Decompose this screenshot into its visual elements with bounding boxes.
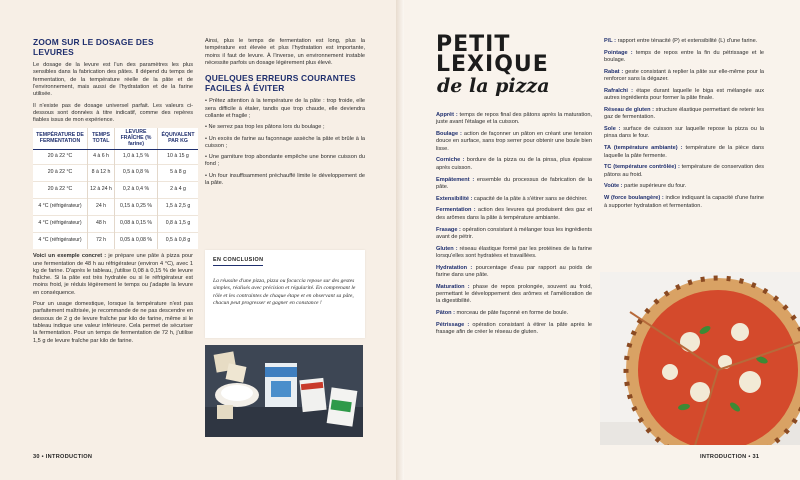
glossary-column-1 [436,112,592,341]
cell-per-kg: 10 à 15 g [158,149,199,164]
cell-per-kg: 2 à 4 g [158,181,199,198]
glossary-entry [436,322,592,337]
cell-temp: 20 à 22 °C [33,164,88,181]
glossary-term: Sole : [604,126,621,133]
cell-yeast: 0,08 à 0,15 % [115,215,158,232]
left-page [0,0,396,480]
glossary-term: Boulage : [436,131,462,138]
glossary-term: Voûte : [604,183,623,190]
glossary-entry [604,164,764,179]
cell-per-kg: 1,5 à 2,5 g [158,198,199,215]
glossary-definition: action des levures qui produisent des gaz et des arômes dans la pâte à température ambiante. [436,207,593,221]
glossary-entry [436,310,592,317]
glossary-term: Hydratation : [436,264,473,271]
cell-temp: 20 à 22 °C [33,181,88,198]
glossary-definition: étape durant laquelle le biga est mélangée aux autres ingrédients pour former la pâte finale. [604,87,764,102]
cell-time: 4 à 6 h [88,149,115,164]
glossary-term: TC (température contrôlée) : [604,164,680,171]
glossary-term: Rafraîchi : [604,87,634,94]
glossary-definition: capacité de la pâte à s'étirer sans se déchirer. [472,195,588,202]
glossary-definition: température de conservation des pâtons au froid. [604,164,764,178]
conclusion-text: La réussite d'une pizza, pizza ou focaccia repose sur des gestes simples, réalisés avec précision et régularité. En comprenant le rôle et les contraintes de chaque étape et en observant sa pâte, chacun peut progresser et gagner en constance ! [213,278,356,307]
glossary-term: Empâtement : [436,176,475,183]
cell-temp: 4 °C (réfrigérateur) [33,232,88,249]
glossary-term: Apprêt : [436,112,458,118]
glossary-definition: indice indiquant la capacité d'une farine à supporter hydratation et fermentation. [604,195,764,209]
example-paragraph [33,253,193,297]
left-page-footer: 30 • INTRODUCTION [33,454,93,460]
glossary-entry [436,246,592,261]
glossary-definition: morceau de pâte façonné en forme de boule. [454,310,569,317]
cell-temp: 20 à 22 °C [33,149,88,164]
fermentation-summary: Ainsi, plus le temps de fermentation est long, plus la température est élevée et plus l'hydratation est importante, moins il faut de levure. À l'inverse, un environnement instable nécessite parfois un dosage légèrement plus élevé. [205,38,365,66]
cell-time: 72 h [88,232,115,249]
intro-paragraph-1: Le dosage de la levure est l'un des paramètres les plus sensibles dans la fabrication des pâtes. Il dépend du temps de fermentation, de la température réelle de la pâte et de l'environnement, mais aussi de l'hydratation et de la farine utilisée. [33,62,193,98]
glossary-entry [604,195,764,210]
glossary-entry [604,107,764,122]
cell-per-kg: 5 à 8 g [158,164,199,181]
glossary-term: Frasage : [436,226,461,233]
cell-per-kg: 0,8 à 1,5 g [158,215,199,232]
glossary-entry [436,227,592,242]
glossary-entry [436,131,592,153]
yeast-dosage-heading: ZOOM SUR LE DOSAGE DES LEVURES [33,37,154,57]
cell-temp: 4 °C (réfrigérateur) [33,215,88,232]
left-column-2 [205,38,365,187]
error-item: • Ne serrez pas trop les pâtons lors du boulage ; [205,124,325,131]
glossary-term: Fermentation : [436,207,476,214]
table-row [33,149,198,164]
glossary-term: Pétrissage : [436,322,470,329]
glossary-entry [436,265,592,280]
glossary-term: Pâton : [436,310,455,317]
glossary-definition: surface de cuisson sur laquelle repose la pizza ou la pinsa dans le four. [604,126,765,140]
glossary-term: TA (température ambiante) : [604,145,683,152]
intro-paragraph-2: Il n'existe pas de dosage universel parfait. Les valeurs ci-dessous sont données à titre indicatif, comme des repères fiables issus de mon expérience. [33,102,193,124]
glossary-term: Maturation : [436,283,470,290]
title-line-petit: PETIT [436,32,511,57]
glossary-term: W (force boulangère) : [604,195,664,202]
glossary-entry [604,183,764,190]
col-header-per-kg: ÉQUIVALENT PAR KG [158,128,199,150]
domestic-paragraph: Pour un usage domestique, lorsque la température n'est pas parfaitement maîtrisée, je recommande de ne pas descendre en dessous de 2 g de levure fraîche par kilo de farine, même si le tableau indique une valeur inférieure. Cela permet de sécuriser la fermentation. Pour un temps de fermentation de 72 h, j'utilise 1,5 g de levure fraîche par kilo de farine. [33,301,193,344]
errors-heading: QUELQUES ERREURS COURANTES FACILES À ÉVITER [205,73,356,93]
pizza-photo [600,272,800,445]
table-row [33,164,198,181]
glossary-column-2 [604,38,764,214]
glossary-definition: phase de repos prolongée, souvent au froid, permettant le développement des arômes et l'amélioration de la digestibilité. [436,283,592,305]
col-header-time: TEMPS TOTAL [88,128,115,150]
glossary-term: Réseau de gluten : [604,107,655,114]
glossary-term: P/L : [604,38,617,44]
glossary-definition: bordure de la pizza ou de la pinsa, plus épaisse après cuisson. [436,157,592,171]
glossary-definition: structure élastique permettant de retenir les gaz de fermentation. [604,107,765,121]
cell-yeast: 0,05 à 0,08 % [115,232,158,249]
example-text: je prépare une pâte à pizza pour une fermentation de 48 h au réfrigérateur (environ 4 °C), avec 1 kg de farine. D'après le tableau, j'utilise 0,08 à 0,15 % de levure fraîche. Si la pâte est très hydratée ou si le réfrigérateur est moins froid, je réduis légèrement le temps ou j'adapte la levure en conséquence. [33,253,193,296]
cell-per-kg: 0,5 à 0,8 g [158,232,199,249]
glossary-entry [436,196,592,203]
glossary-term: Gluten : [436,245,458,252]
pizza-illustration [600,272,800,445]
cell-time: 24 h [88,198,115,215]
glossary-entry [604,38,764,45]
cell-yeast: 0,5 à 0,8 % [115,164,158,181]
glossary-definition: opération consistant à étirer la pâte après le frasage afin de créer le réseau de gluten. [436,322,592,336]
glossary-entry [604,145,764,160]
table-row [33,215,198,232]
cell-time: 12 à 24 h [88,181,115,198]
cell-time: 48 h [88,215,115,232]
glossary-definition: rapport entre ténacité (P) et extensibilité (L) d'une farine. [616,38,758,44]
error-item: • Un four insuffisamment préchauffé limite le développement de la pâte. [205,172,365,187]
cell-yeast: 0,15 à 0,25 % [115,198,158,215]
error-item: • Une garniture trop abondante empêche une bonne cuisson du fond ; [205,154,365,168]
glossary-entry [436,112,592,127]
lexicon-title [436,32,549,77]
conclusion-box [205,250,365,338]
glossary-entry [436,157,592,172]
cell-yeast: 1,0 à 1,5 % [115,149,158,164]
cell-temp: 4 °C (réfrigérateur) [33,198,88,215]
glossary-term: Corniche : [436,157,465,164]
yeast-table-header [33,128,198,150]
glossary-definition: ensemble du processus de fabrication de la pâte. [436,176,592,190]
left-column-1 [33,38,193,345]
error-item: • Un excès de farine au façonnage assèche la pâte et brûle à la cuisson ; [205,135,365,149]
cell-time: 8 à 12 h [88,164,115,181]
conclusion-divider [213,265,263,266]
example-label: Voici un exemple concret : [33,253,107,260]
table-row [33,198,198,215]
title-line-lexique: LEXIQUE [436,52,549,77]
glossary-definition: action de façonner un pâton en créant une tension douce en surface, sans trop serrer pour obtenir une boule bien lisse. [436,131,593,152]
col-header-yeast: LEVURE FRAÎCHE (% farine) [115,128,158,150]
ingredients-illustration [205,345,363,437]
ingredients-photo [205,345,363,437]
glossary-entry [604,50,764,65]
book-gutter [396,0,404,480]
glossary-term: Extensibilité : [436,195,473,202]
glossary-entry [436,207,592,222]
glossary-definition: réseau élastique formé par les protéines de la farine lorsqu'elles sont hydratées et travaillées. [436,245,592,259]
cell-yeast: 0,2 à 0,4 % [115,181,158,198]
table-row [33,232,198,249]
glossary-entry [604,126,764,141]
glossary-definition: température de la pièce dans laquelle la pâte fermente. [604,145,764,159]
col-header-temperature: TEMPÉRATURE DE FERMENTATION [33,128,88,150]
glossary-entry [604,88,764,103]
glossary-entry [604,69,764,84]
yeast-table [33,128,198,250]
glossary-definition: temps de repos entre la fin du pétrissage et le boulage. [604,49,764,64]
glossary-entry [436,177,592,192]
glossary-definition: pourcentage d'eau par rapport au poids de farine dans une pâte. [436,264,592,279]
error-item: • Prêtez attention à la température de la pâte : trop froide, elle sera difficile à étaler, tandis que trop chaude, elle deviendra collante et fragile ; [205,98,365,119]
glossary-term: Pointage : [604,49,633,56]
conclusion-heading: EN CONCLUSION [213,257,264,263]
glossary-definition: temps de repos final des pâtons après la maturation, juste avant l'étalage et la cuisson. [436,112,592,126]
glossary-definition: geste consistant à replier la pâte sur elle-même pour la renforcer sans la dégazer. [604,68,764,83]
glossary-definition: opération consistant à mélanger tous les ingrédients avant de pétrir. [436,226,592,240]
table-row [33,181,198,198]
right-page-footer: INTRODUCTION • 31 [700,454,760,460]
glossary-term: Rabat : [604,68,624,75]
lexicon-subtitle: de la pizza [437,75,550,97]
glossary-definition: partie supérieure du four. [622,183,687,190]
glossary-entry [436,284,592,306]
